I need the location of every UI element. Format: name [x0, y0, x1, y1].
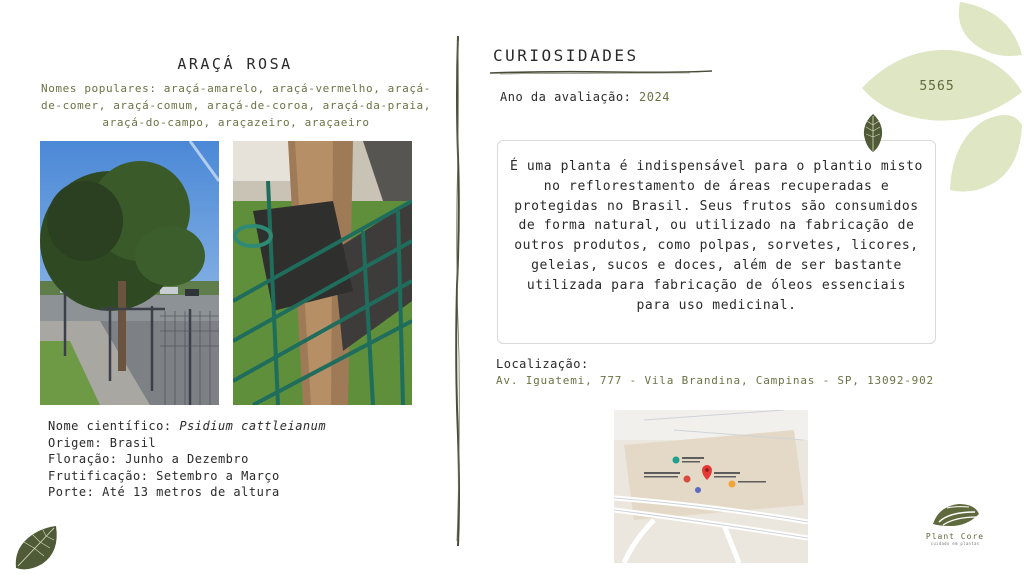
brand-name: Plant Core — [925, 532, 985, 541]
map-pin-mall-icon — [673, 457, 680, 464]
plant-core-logo-icon — [929, 500, 981, 530]
plant-facts — [48, 418, 326, 501]
leaf-icon — [12, 522, 60, 572]
location-map[interactable] — [614, 410, 808, 563]
plant-code: 5565 — [919, 79, 955, 94]
small-leaf-icon — [862, 113, 884, 153]
brand-tagline: cuidado em plantas — [930, 541, 980, 546]
fact-fruiting: Frutificação: Setembro a Março — [48, 468, 280, 483]
decorative-leaves-icon — [860, 0, 1024, 200]
fact-size: Porte: Até 13 metros de altura — [48, 485, 280, 500]
brand-logo — [920, 500, 990, 560]
fact-flowering: Floração: Junho a Dezembro — [48, 452, 249, 467]
heading-underline — [490, 68, 712, 76]
fact-scientific-name: Nome científico: Psidium cattleianum — [48, 419, 327, 433]
location-label: Localização: — [496, 357, 589, 371]
plant-title: ARAÇÁ ROSA — [177, 55, 293, 73]
trunk-photo — [233, 141, 412, 405]
location-address: Av. Iguatemi, 777 - Vila Brandina, Campinas - SP, 13092-902 — [496, 374, 934, 387]
fact-origin: Origem: Brasil — [48, 435, 157, 450]
popular-names: Nomes populares: araçá-amarelo, araçá-vermelho, araçá-de-comer, araçá-comum, araçá-de-coroa, araçá-da-praia, araçá-do-campo, araçazeiro, araçaeiro — [40, 82, 432, 129]
tree-photo — [40, 141, 219, 405]
description-text: É uma planta é indispensável para o plantio misto no reflorestamento de áreas recuperadas e protegidas no Brasil. Seus frutos são consumidos de forma natural, ou utilizado na fabricação de outros produtos, como polpas, sorvetes, licores, geleias, sucos e doces, além de ser bastante utilizada para fabricação de óleos essenciais para uso medicinal. — [510, 159, 923, 313]
vertical-divider — [453, 36, 463, 546]
evaluation-year: Ano da avaliação: 2024 — [500, 90, 670, 104]
section-heading: CURIOSIDADES — [493, 46, 639, 65]
